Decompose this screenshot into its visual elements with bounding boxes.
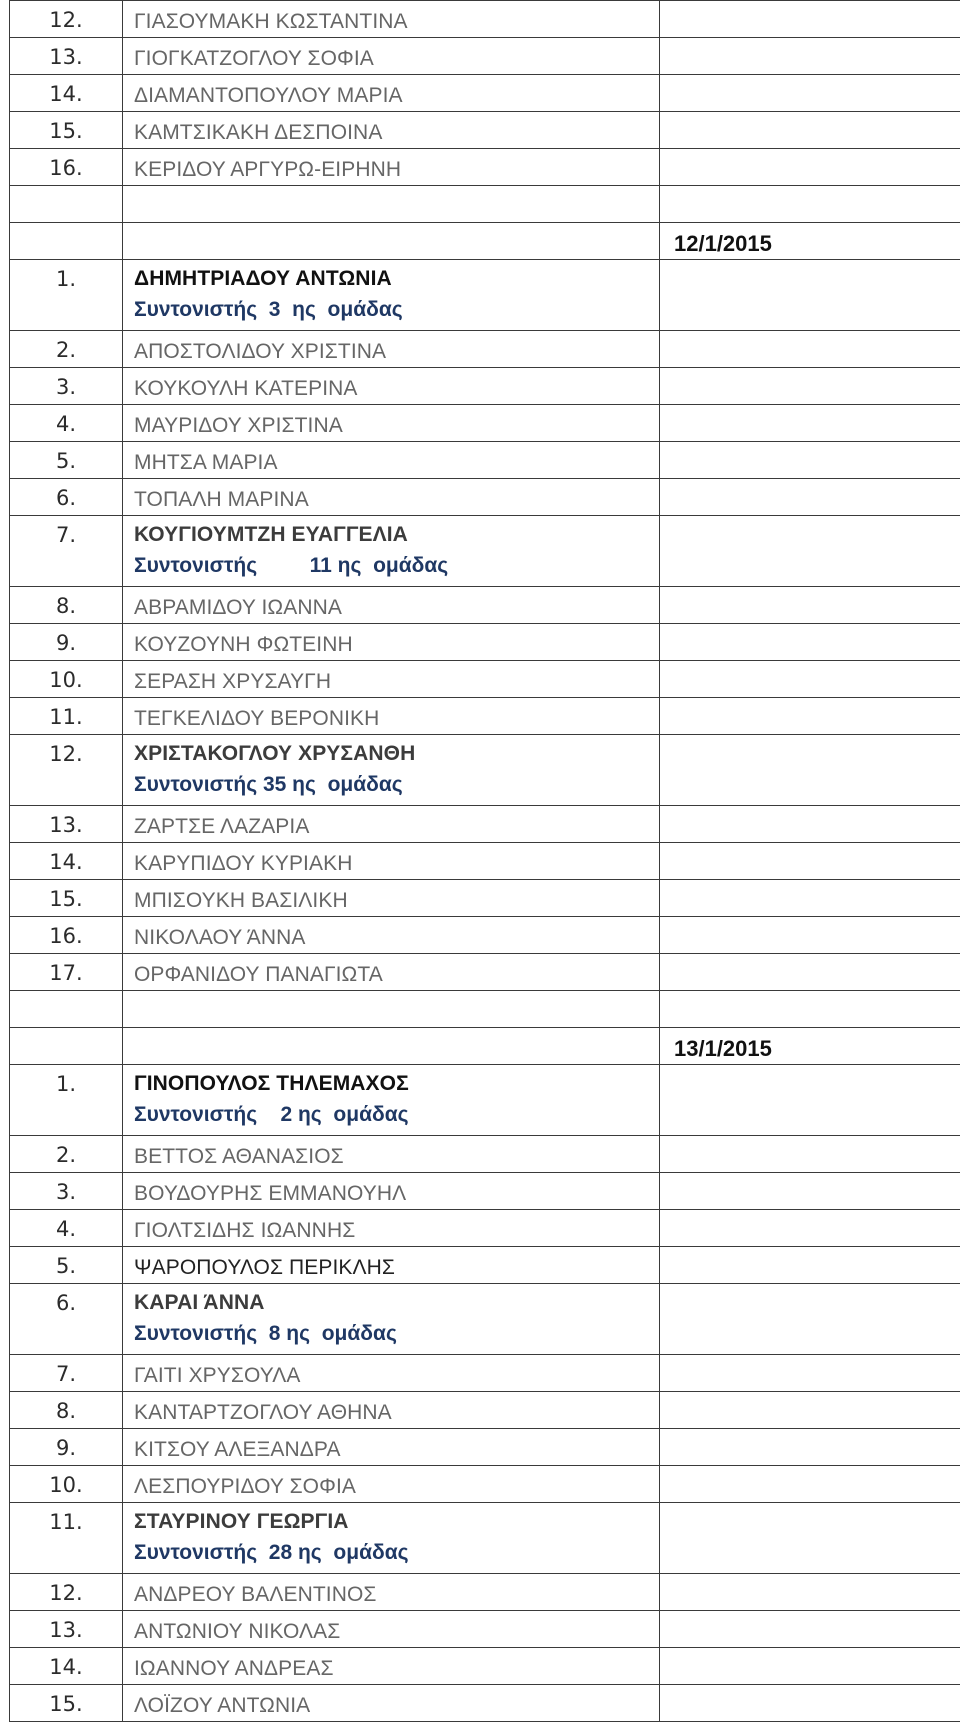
student-name: ΑΝΤΩΝΙΟΥ ΝΙΚΟΛΑΣ (134, 1611, 659, 1645)
student-name: ΑΝΔΡΕΟΥ ΒΑΛΕΝΤΙΝΟΣ (134, 1574, 659, 1608)
number-cell (10, 442, 123, 479)
coordinator-label: Συντονιστής 35 ης ομάδας (134, 767, 659, 798)
name-cell (123, 260, 660, 331)
student-name: ΣΤΑΥΡΙΝΟΥ ΓΕΩΡΓΙΑ (134, 1503, 659, 1535)
coordinator-label: Συντονιστής 2 ης ομάδας (134, 1097, 659, 1128)
separator-row (10, 991, 960, 1028)
name-cell (123, 479, 660, 516)
student-name: ΛΟΪΖΟΥ ΑΝΤΩΝΙΑ (134, 1685, 659, 1719)
number-cell (10, 1284, 123, 1355)
number-cell (10, 587, 123, 624)
number-cell (10, 75, 123, 112)
number-cell (10, 1466, 123, 1503)
row-number: 1. (10, 260, 122, 292)
name-cell (123, 735, 660, 806)
row-number: 14. (10, 843, 122, 875)
date-cell (660, 368, 960, 405)
number-cell (10, 1429, 123, 1466)
date-cell (660, 587, 960, 624)
number-cell (10, 331, 123, 368)
student-name: ΨΑΡΟΠΟΥΛΟΣ ΠΕΡΙΚΛΗΣ (134, 1247, 659, 1281)
name-cell (123, 331, 660, 368)
date-cell (660, 260, 960, 331)
number-cell (10, 880, 123, 917)
row-number: 16. (10, 917, 122, 949)
student-name: ΚΑΡΥΠΙΔΟΥ ΚΥΡΙΑΚΗ (134, 843, 659, 877)
number-cell (10, 843, 123, 880)
row-number: 14. (10, 1648, 122, 1680)
table-row (10, 1648, 960, 1685)
number-cell (10, 1136, 123, 1173)
date-cell (660, 1065, 960, 1136)
name-cell (123, 1503, 660, 1574)
table-row (10, 624, 960, 661)
table-row (10, 1173, 960, 1210)
name-cell (123, 843, 660, 880)
date-cell (660, 1503, 960, 1574)
name-cell (123, 1574, 660, 1611)
number-cell (10, 112, 123, 149)
student-name: ΓΙΟΛΤΣΙΔΗΣ ΙΩΑΝΝΗΣ (134, 1210, 659, 1244)
separator-row (10, 186, 960, 223)
name-cell (123, 880, 660, 917)
row-number: 16. (10, 149, 122, 181)
student-name: ΚΟΥΓΙΟΥΜΤΖΗ ΕΥΑΓΓΕΛΙΑ (134, 516, 659, 548)
student-name: ΓΙΟΓΚΑΤΖΟΓΛΟΥ ΣΟΦΙΑ (134, 38, 659, 72)
date-cell (660, 1392, 960, 1429)
date-cell (660, 624, 960, 661)
student-name: ΤΕΓΚΕΛΙΔΟΥ ΒΕΡΟΝΙΚΗ (134, 698, 659, 732)
date-cell (660, 1136, 960, 1173)
table-row (10, 880, 960, 917)
table-row (10, 661, 960, 698)
student-name: ΚΟΥΖΟΥΝΗ ΦΩΤΕΙΝΗ (134, 624, 659, 658)
date-cell (660, 735, 960, 806)
date-cell (660, 1, 960, 38)
row-number: 13. (10, 1611, 122, 1643)
date-cell (660, 1028, 960, 1065)
date-cell (660, 75, 960, 112)
number-cell (10, 624, 123, 661)
name-cell (123, 1648, 660, 1685)
name-cell (123, 1685, 660, 1722)
name-cell (123, 1247, 660, 1284)
table-row (10, 1574, 960, 1611)
name-cell (123, 1028, 660, 1065)
date-cell (660, 661, 960, 698)
date-cell (660, 112, 960, 149)
row-number: 13. (10, 38, 122, 70)
date-cell (660, 1173, 960, 1210)
table-row (10, 698, 960, 735)
number-cell (10, 1392, 123, 1429)
student-name: ΟΡΦΑΝΙΔΟΥ ΠΑΝΑΓΙΩΤΑ (134, 954, 659, 988)
row-number: 12. (10, 1, 122, 33)
number-cell (10, 1028, 123, 1065)
date-cell (660, 516, 960, 587)
date-cell (660, 1648, 960, 1685)
student-name: ΚΙΤΣΟΥ ΑΛΕΞΑΝΔΡΑ (134, 1429, 659, 1463)
date-cell (660, 806, 960, 843)
date-cell (660, 880, 960, 917)
number-cell (10, 368, 123, 405)
date-cell (660, 1574, 960, 1611)
table-row (10, 1503, 960, 1574)
name-cell (123, 1611, 660, 1648)
student-name: ΚΑΡΑΙ ΆΝΝΑ (134, 1284, 659, 1316)
name-cell (123, 624, 660, 661)
table-row (10, 442, 960, 479)
name-cell (123, 1, 660, 38)
row-number: 2. (10, 1136, 122, 1168)
name-cell (123, 1466, 660, 1503)
roster-table (9, 0, 960, 1722)
row-number: 9. (10, 624, 122, 656)
student-name: ΛΕΣΠΟΥΡΙΔΟΥ ΣΟΦΙΑ (134, 1466, 659, 1500)
number-cell (10, 991, 123, 1028)
student-name: ΙΩΑΝΝΟΥ ΑΝΔΡΕΑΣ (134, 1648, 659, 1682)
coordinator-label: Συντονιστής 28 ης ομάδας (134, 1535, 659, 1566)
number-cell (10, 1611, 123, 1648)
number-cell (10, 186, 123, 223)
row-number: 15. (10, 1685, 122, 1717)
table-row (10, 1136, 960, 1173)
row-number: 14. (10, 75, 122, 107)
table-row (10, 954, 960, 991)
coordinator-label: Συντονιστής 3 ης ομάδας (134, 292, 659, 323)
table-row (10, 1065, 960, 1136)
row-number: 2. (10, 331, 122, 363)
student-name: ΝΙΚΟΛΑΟΥ ΆΝΝΑ (134, 917, 659, 951)
number-cell (10, 223, 123, 260)
row-number: 4. (10, 405, 122, 437)
name-cell (123, 442, 660, 479)
row-number: 10. (10, 1466, 122, 1498)
table-row (10, 917, 960, 954)
number-cell (10, 698, 123, 735)
date-cell (660, 1284, 960, 1355)
name-cell (123, 1355, 660, 1392)
number-cell (10, 516, 123, 587)
name-cell (123, 1136, 660, 1173)
number-cell (10, 149, 123, 186)
table-row (10, 149, 960, 186)
date-cell (660, 1355, 960, 1392)
student-name: ΔΗΜΗΤΡΙΑΔΟΥ ΑΝΤΩΝΙΑ (134, 260, 659, 292)
number-cell (10, 479, 123, 516)
number-cell (10, 806, 123, 843)
date-cell (660, 223, 960, 260)
row-number: 15. (10, 112, 122, 144)
row-number: 9. (10, 1429, 122, 1461)
name-cell (123, 661, 660, 698)
session-date: 12/1/2015 (660, 223, 960, 257)
row-number: 10. (10, 661, 122, 693)
date-cell (660, 1685, 960, 1722)
row-number: 11. (10, 698, 122, 730)
table-row (10, 1355, 960, 1392)
row-number: 4. (10, 1210, 122, 1242)
date-cell (660, 954, 960, 991)
row-number: 7. (10, 516, 122, 548)
row-number: 5. (10, 1247, 122, 1279)
student-name: ΒΕΤΤΟΣ ΑΘΑΝΑΣΙΟΣ (134, 1136, 659, 1170)
date-cell (660, 1611, 960, 1648)
table-row (10, 1284, 960, 1355)
date-cell (660, 331, 960, 368)
number-cell (10, 1173, 123, 1210)
name-cell (123, 75, 660, 112)
coordinator-label: Συντονιστής 8 ης ομάδας (134, 1316, 659, 1347)
name-cell (123, 1173, 660, 1210)
number-cell (10, 1685, 123, 1722)
table-row (10, 587, 960, 624)
row-number: 1. (10, 1065, 122, 1097)
row-number: 12. (10, 735, 122, 767)
row-number: 5. (10, 442, 122, 474)
row-number: 8. (10, 1392, 122, 1424)
row-number: 11. (10, 1503, 122, 1535)
name-cell (123, 112, 660, 149)
student-name: ΓΙΝΟΠΟΥΛΟΣ ΤΗΛΕΜΑΧΟΣ (134, 1065, 659, 1097)
row-number: 17. (10, 954, 122, 986)
name-cell (123, 1429, 660, 1466)
table-row (10, 1429, 960, 1466)
table-row (10, 260, 960, 331)
number-cell (10, 1, 123, 38)
table-row (10, 806, 960, 843)
table-row (10, 843, 960, 880)
name-cell (123, 368, 660, 405)
number-cell (10, 954, 123, 991)
name-cell (123, 149, 660, 186)
row-number: 13. (10, 806, 122, 838)
student-name: ΜΗΤΣΑ ΜΑΡΙΑ (134, 442, 659, 476)
name-cell (123, 917, 660, 954)
row-number: 3. (10, 1173, 122, 1205)
table-row (10, 405, 960, 442)
date-cell (660, 1466, 960, 1503)
table-row (10, 1392, 960, 1429)
table-row (10, 38, 960, 75)
number-cell (10, 1648, 123, 1685)
student-name: ΚΕΡΙΔΟΥ ΑΡΓΥΡΩ-ΕΙΡΗΝΗ (134, 149, 659, 183)
table-row (10, 1210, 960, 1247)
table-row (10, 1685, 960, 1722)
name-cell (123, 698, 660, 735)
date-cell (660, 38, 960, 75)
number-cell (10, 661, 123, 698)
date-cell (660, 1429, 960, 1466)
table-row (10, 331, 960, 368)
date-cell (660, 442, 960, 479)
table-row (10, 75, 960, 112)
number-cell (10, 917, 123, 954)
table-row (10, 735, 960, 806)
date-header-row (10, 223, 960, 260)
name-cell (123, 38, 660, 75)
name-cell (123, 516, 660, 587)
table-row (10, 112, 960, 149)
number-cell (10, 1210, 123, 1247)
number-cell (10, 260, 123, 331)
date-cell (660, 405, 960, 442)
student-name: ΑΒΡΑΜΙΔΟΥ ΙΩΑΝΝΑ (134, 587, 659, 621)
date-cell (660, 991, 960, 1028)
table-row (10, 1, 960, 38)
name-cell (123, 1210, 660, 1247)
student-name: ΓΙΑΣΟΥΜΑΚΗ ΚΩΣΤΑΝΤΙΝΑ (134, 1, 659, 35)
student-name: ΣΕΡΑΣΗ ΧΡΥΣΑΥΓΗ (134, 661, 659, 695)
number-cell (10, 405, 123, 442)
student-name: ΚΑΜΤΣΙΚΑΚΗ ΔΕΣΠΟΙΝΑ (134, 112, 659, 146)
name-cell (123, 954, 660, 991)
student-name: ΚΟΥΚΟΥΛΗ ΚΑΤΕΡΙΝΑ (134, 368, 659, 402)
date-cell (660, 1210, 960, 1247)
student-name: ΤΟΠΑΛΗ ΜΑΡΙΝΑ (134, 479, 659, 513)
student-name: ΖΑΡΤΣΕ ΛΑΖΑΡΙΑ (134, 806, 659, 840)
date-cell (660, 186, 960, 223)
name-cell (123, 991, 660, 1028)
table-row (10, 1611, 960, 1648)
table-row (10, 368, 960, 405)
table-row (10, 1247, 960, 1284)
number-cell (10, 38, 123, 75)
row-number: 6. (10, 479, 122, 511)
table-row (10, 479, 960, 516)
row-number: 3. (10, 368, 122, 400)
student-name: ΓΑΙΤΙ ΧΡΥΣΟΥΛΑ (134, 1355, 659, 1389)
date-cell (660, 843, 960, 880)
number-cell (10, 1503, 123, 1574)
name-cell (123, 1284, 660, 1355)
number-cell (10, 1065, 123, 1136)
row-number: 8. (10, 587, 122, 619)
name-cell (123, 806, 660, 843)
student-name: ΜΠΙΣΟΥΚΗ ΒΑΣΙΛΙΚΗ (134, 880, 659, 914)
student-name: ΑΠΟΣΤΟΛΙΔΟΥ ΧΡΙΣΤΙΝΑ (134, 331, 659, 365)
date-cell (660, 917, 960, 954)
session-date: 13/1/2015 (660, 1028, 960, 1062)
number-cell (10, 1355, 123, 1392)
date-cell (660, 1247, 960, 1284)
name-cell (123, 1065, 660, 1136)
name-cell (123, 587, 660, 624)
date-cell (660, 149, 960, 186)
date-header-row (10, 1028, 960, 1065)
student-name: ΚΑΝΤΑΡΤΖΟΓΛΟΥ ΑΘΗΝΑ (134, 1392, 659, 1426)
name-cell (123, 1392, 660, 1429)
coordinator-label: Συντονιστής 11 ης ομάδας (134, 548, 659, 579)
number-cell (10, 1574, 123, 1611)
row-number: 6. (10, 1284, 122, 1316)
number-cell (10, 735, 123, 806)
student-name: ΧΡΙΣΤΑΚΟΓΛΟΥ ΧΡΥΣΑΝΘΗ (134, 735, 659, 767)
table-row (10, 516, 960, 587)
name-cell (123, 405, 660, 442)
date-cell (660, 698, 960, 735)
name-cell (123, 223, 660, 260)
table-row (10, 1466, 960, 1503)
student-name: ΜΑΥΡΙΔΟΥ ΧΡΙΣΤΙΝΑ (134, 405, 659, 439)
name-cell (123, 186, 660, 223)
row-number: 7. (10, 1355, 122, 1387)
roster-table-body (10, 1, 960, 1722)
student-name: ΒΟΥΔΟΥΡΗΣ ΕΜΜΑΝΟΥΗΛ (134, 1173, 659, 1207)
number-cell (10, 1247, 123, 1284)
date-cell (660, 479, 960, 516)
row-number: 12. (10, 1574, 122, 1606)
row-number: 15. (10, 880, 122, 912)
student-name: ΔΙΑΜΑΝΤΟΠΟΥΛΟΥ ΜΑΡΙΑ (134, 75, 659, 109)
